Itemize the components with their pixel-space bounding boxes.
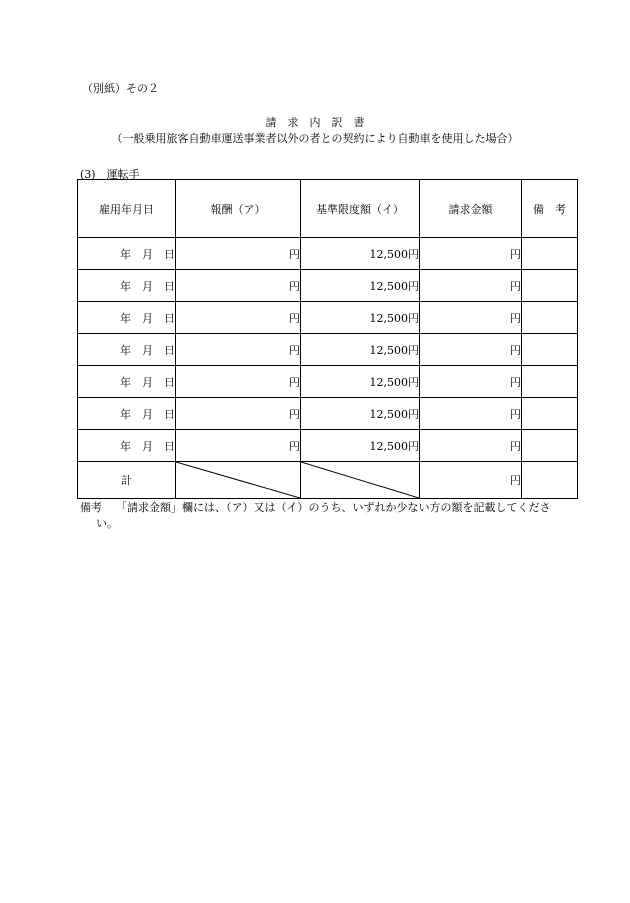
cell-limit: 12,500円 <box>301 302 420 334</box>
breakdown-table <box>77 179 578 499</box>
document-subtitle: （一般乗用旅客自動車運送事業者以外の者との契約により自動車を使用した場合） <box>111 132 519 145</box>
note-label: 備考 <box>80 501 102 514</box>
cell-remarks[interactable] <box>522 238 578 270</box>
cell-amount[interactable]: 円 <box>420 398 522 430</box>
cell-date[interactable]: 年 月 日 <box>78 270 176 302</box>
cell-limit: 12,500円 <box>301 398 420 430</box>
table-row <box>78 398 578 430</box>
table-header-row <box>78 180 578 238</box>
document-title: 請 求 内 訳 書 <box>265 116 365 129</box>
cell-remarks[interactable] <box>522 366 578 398</box>
cell-limit: 12,500円 <box>301 270 420 302</box>
remarks-note <box>80 500 580 532</box>
cell-amount[interactable]: 円 <box>420 366 522 398</box>
header-claim-amount: 請求金額 <box>420 180 522 238</box>
total-limit-diagonal <box>301 462 420 499</box>
total-amount[interactable]: 円 <box>420 462 522 499</box>
cell-pay[interactable]: 円 <box>176 238 301 270</box>
header-pay: 報酬（ア） <box>176 180 301 238</box>
cell-amount[interactable]: 円 <box>420 238 522 270</box>
table-row <box>78 334 578 366</box>
cell-pay[interactable]: 円 <box>176 366 301 398</box>
cell-amount[interactable]: 円 <box>420 270 522 302</box>
cell-remarks[interactable] <box>522 430 578 462</box>
diagonal-line <box>301 462 419 498</box>
cell-pay[interactable]: 円 <box>176 430 301 462</box>
header-employment-date: 雇用年月日 <box>78 180 176 238</box>
cell-remarks[interactable] <box>522 334 578 366</box>
diagonal-line <box>176 462 300 498</box>
cell-amount[interactable]: 円 <box>420 302 522 334</box>
total-remarks[interactable] <box>522 462 578 499</box>
cell-pay[interactable]: 円 <box>176 334 301 366</box>
cell-amount[interactable]: 円 <box>420 334 522 366</box>
cell-limit: 12,500円 <box>301 366 420 398</box>
table-row <box>78 366 578 398</box>
table-row <box>78 430 578 462</box>
table-row <box>78 238 578 270</box>
cell-date[interactable]: 年 月 日 <box>78 302 176 334</box>
cell-pay[interactable]: 円 <box>176 398 301 430</box>
cell-remarks[interactable] <box>522 302 578 334</box>
table-row <box>78 270 578 302</box>
cell-limit: 12,500円 <box>301 238 420 270</box>
table-row <box>78 302 578 334</box>
annex-label: （別紙）その２ <box>82 82 159 95</box>
header-standard-limit: 基準限度額（イ） <box>301 180 420 238</box>
cell-remarks[interactable] <box>522 398 578 430</box>
cell-remarks[interactable] <box>522 270 578 302</box>
cell-date[interactable]: 年 月 日 <box>78 430 176 462</box>
cell-pay[interactable]: 円 <box>176 302 301 334</box>
total-row <box>78 462 578 499</box>
cell-date[interactable]: 年 月 日 <box>78 398 176 430</box>
note-text-line1: 「請求金額」欄には、（ア）又は（イ）のうち、いずれか少ない方の額を記載してくださ <box>116 501 551 514</box>
cell-pay[interactable]: 円 <box>176 270 301 302</box>
section-label: (3) 運転手 <box>80 168 140 181</box>
cell-limit: 12,500円 <box>301 334 420 366</box>
cell-date[interactable]: 年 月 日 <box>78 334 176 366</box>
total-label: 計 <box>78 462 176 499</box>
total-pay-diagonal <box>176 462 301 499</box>
cell-amount[interactable]: 円 <box>420 430 522 462</box>
note-text-line2: い。 <box>96 517 118 530</box>
cell-date[interactable]: 年 月 日 <box>78 238 176 270</box>
header-remarks: 備 考 <box>522 180 578 238</box>
cell-limit: 12,500円 <box>301 430 420 462</box>
cell-date[interactable]: 年 月 日 <box>78 366 176 398</box>
